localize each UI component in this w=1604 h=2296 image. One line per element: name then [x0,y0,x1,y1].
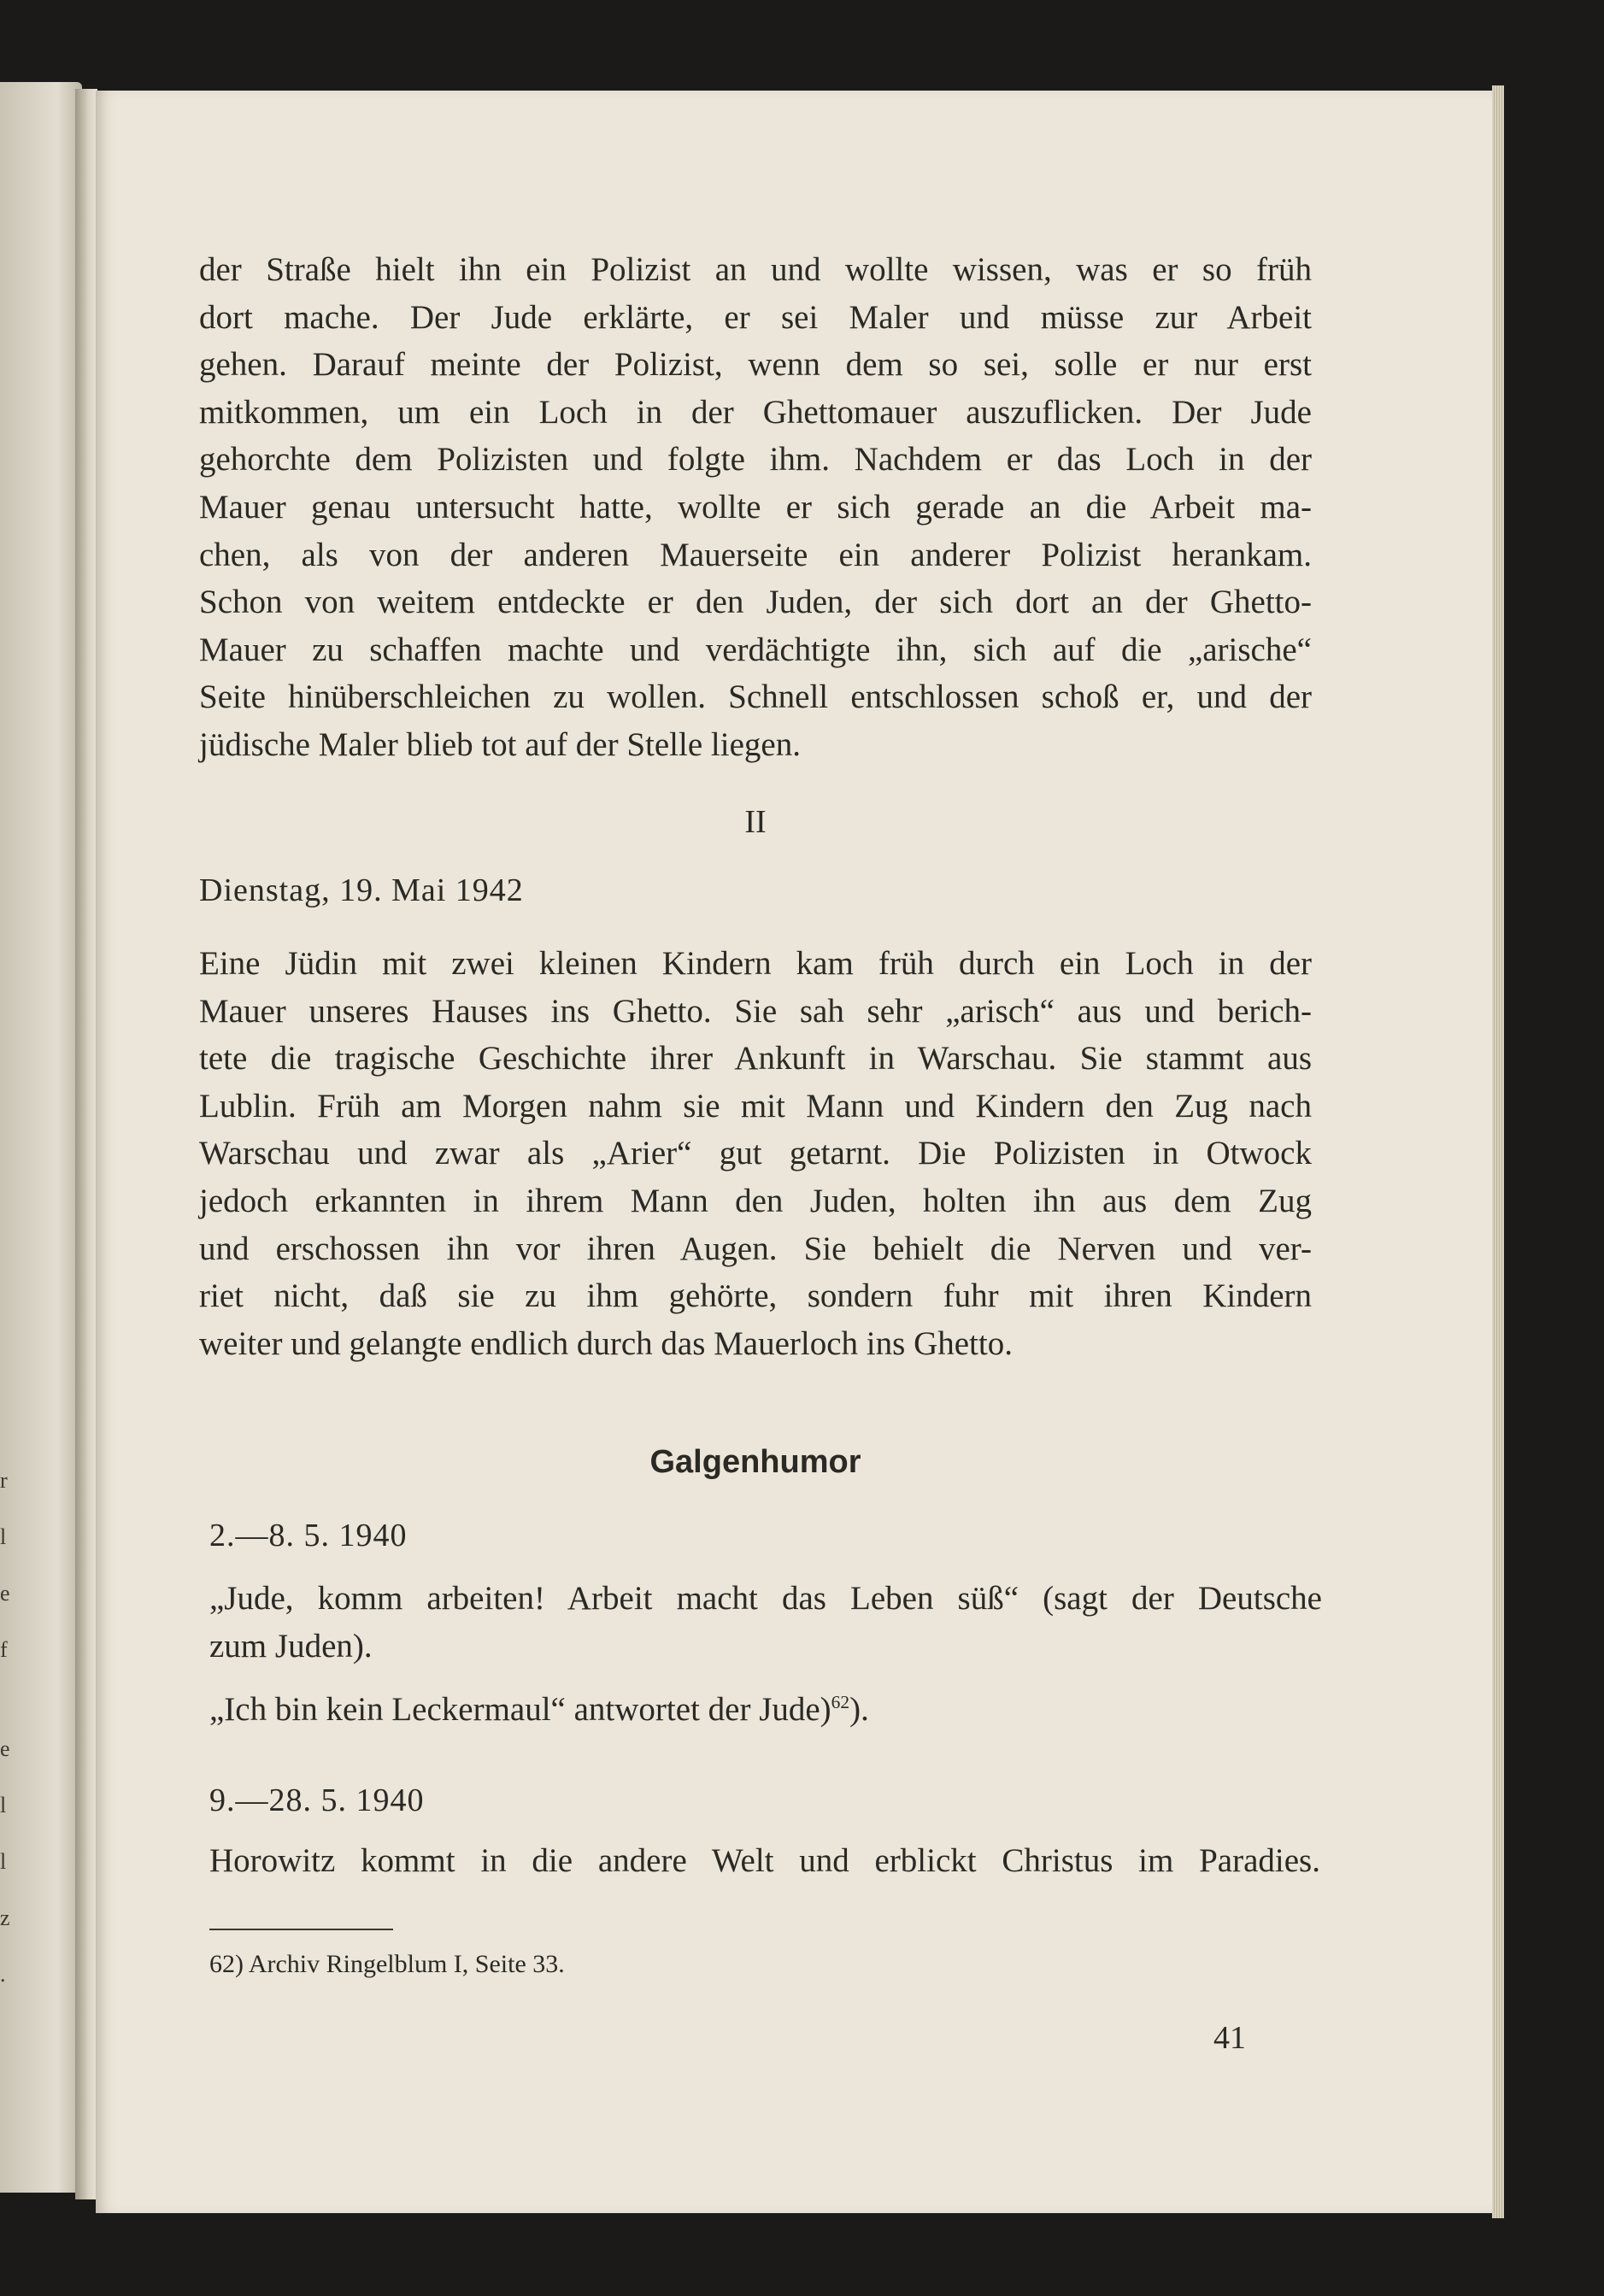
joke-1-reply-text: „Ich bin kein Leckermaul“ antwortet der Jude) [209,1691,831,1728]
text-line: Warschau und zwar als „Arier“ gut getarnt. Die Polizisten in Otwock [199,1135,1312,1172]
joke-1-reply-end: ). [849,1691,869,1728]
text-line: tete die tragische Geschichte ihrer Ankunft in Warschau. Sie stammt aus [199,1040,1312,1078]
page-stack-edge [1492,85,1504,2218]
text-line: mitkommen, um ein Loch in der Ghettomauer auszuflicken. Der Jude [199,393,1312,431]
left-page-edge [0,82,82,2193]
page-number: 41 [1213,2020,1246,2056]
joke-1 [209,1575,1322,1671]
text-line: Schon von weitem entdeckte er den Juden, der sich dort an der Ghetto- [199,584,1312,621]
section-heading: Galgenhumor [649,1444,861,1480]
footnote-reference: 62 [831,1692,850,1712]
text-line: Mauer zu schaffen machte und verdächtigte ihn, sich auf die „arische“ [199,631,1312,668]
left-mark: l [0,1524,7,1549]
section-number: II [744,804,767,840]
joke-2 [209,1841,1320,1880]
text-line: Lublin. Früh am Morgen nahm sie mit Mann und Kindern den Zug nach [199,1087,1312,1125]
left-mark: r [0,1468,8,1493]
body-text-top [199,246,1312,769]
text-line: chen, als von der anderen Mauerseite ein anderer Polizist herankam. [199,536,1312,573]
book-spine [75,89,97,2199]
date-heading-2: 2.—8. 5. 1940 [209,1518,408,1553]
text-line: weiter und gelangte endlich durch das Mauerloch ins Ghetto. [199,1324,1013,1362]
text-line: Mauer genau untersucht hatte, wollte er sich gerade an die Arbeit ma- [199,488,1312,526]
text-line: gehorchte dem Polizisten und folgte ihm. Nachdem er das Loch in der [199,441,1312,479]
left-mark: l [0,1849,7,1874]
body-text-middle [199,940,1312,1367]
text-line: Seite hinüberschleichen zu wollen. Schnell entschlossen schoß er, und der [199,678,1312,716]
text-line: der Straße hielt ihn ein Polizist an und wollte wissen, was er so früh [199,251,1312,288]
paragraph-1 [199,246,1312,769]
footnote: 62) Archiv Ringelblum I, Seite 33. [209,1950,565,1978]
joke-1-line-1: „Jude, komm arbeiten! Arbeit macht das Leben süß“ (sagt der Deutsche [209,1580,1322,1617]
left-mark: e [0,1736,10,1761]
text-line: jedoch erkannten in ihrem Mann den Juden, holten ihn aus dem Zug [199,1182,1312,1219]
paragraph-2 [199,940,1312,1367]
text-line: und erschossen ihn vor ihren Augen. Sie behielt die Nerven und ver- [199,1230,1312,1267]
joke-1-reply [209,1690,1322,1729]
joke-1-line-2: zum Juden). [209,1628,373,1665]
text-line: riet nicht, daß sie zu ihm gehörte, sondern fuhr mit ihren Kindern [199,1277,1312,1315]
left-mark: l [0,1793,7,1817]
text-line: Eine Jüdin mit zwei kleinen Kindern kam früh durch ein Loch in der [199,945,1312,982]
date-heading-3: 9.—28. 5. 1940 [209,1782,425,1818]
left-mark: z [0,1906,10,1930]
date-heading-1: Dienstag, 19. Mai 1942 [199,872,524,908]
left-mark: . [0,1962,6,1987]
joke-2-text: Horowitz kommt in die andere Welt und erblickt Christus im Paradies. [209,1842,1320,1879]
text-line: dort mache. Der Jude erklärte, er sei Maler und müsse zur Arbeit [199,298,1312,336]
text-line: Mauer unseres Hauses ins Ghetto. Sie sah sehr „arisch“ aus und berich- [199,992,1312,1030]
footnote-separator [209,1929,393,1930]
left-page-glyphs [0,1453,12,2003]
left-mark: f [0,1637,8,1662]
text-line: jüdische Maler blieb tot auf der Stelle liegen. [199,725,801,763]
left-mark: e [0,1581,10,1606]
text-line: gehen. Darauf meinte der Polizist, wenn dem so sei, solle er nur erst [199,346,1312,384]
